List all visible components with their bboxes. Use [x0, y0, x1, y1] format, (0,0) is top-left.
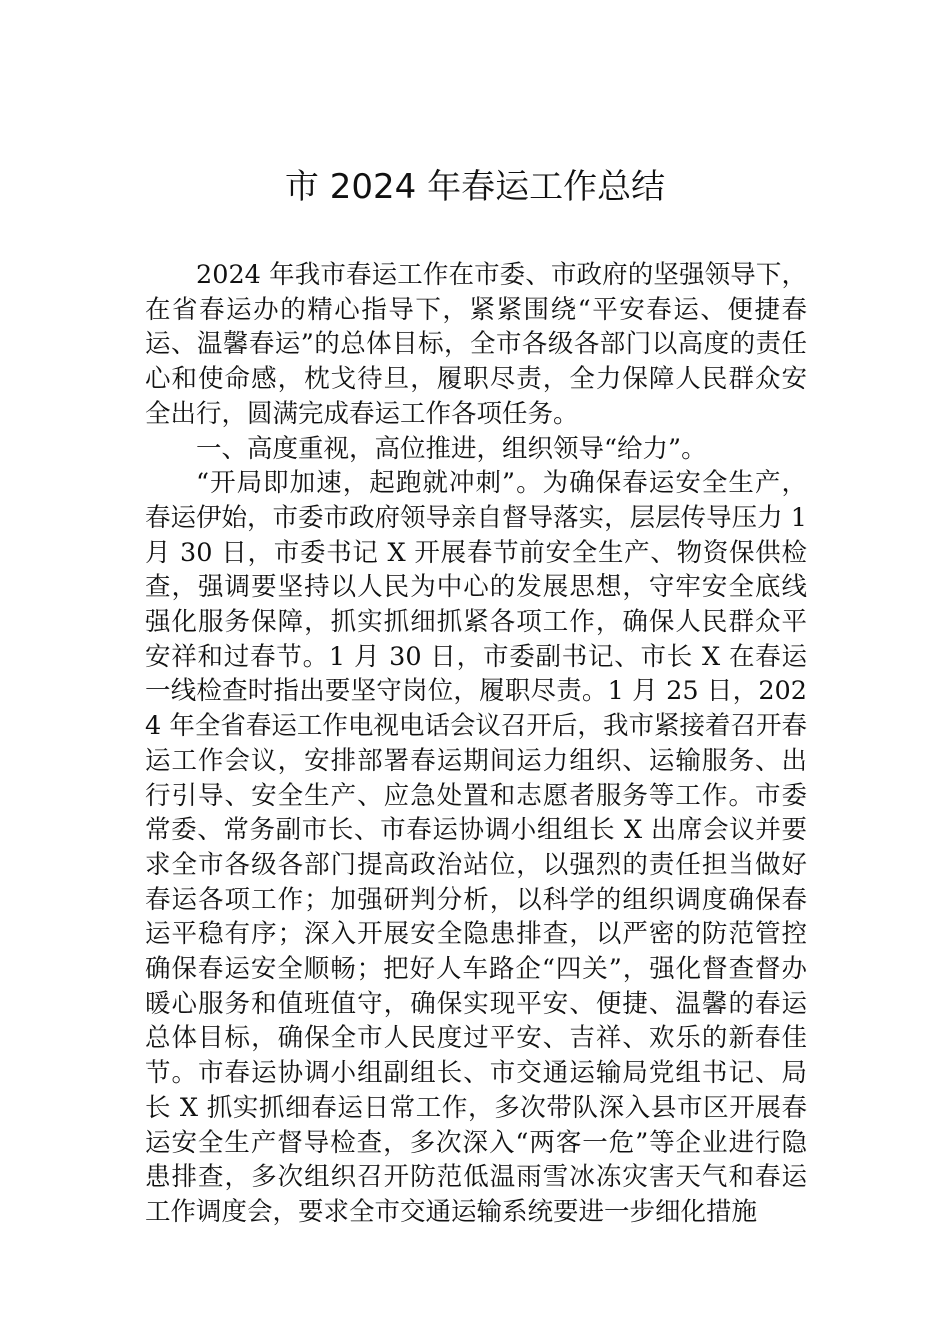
section-heading-1: 一、高度重视，高位推进，组织领导“给力”。	[196, 433, 707, 464]
paragraph-intro: 2024 年我市春运工作在市委、市政府的坚强领导下，在省春运办的精心指导下，紧紧围绕“平安春运、便捷春运、温馨春运”的总体目标，全市各级各部门以高度的责任心和使命感，枕戈待旦，履职尽责，全力保障人民群众安全出行，圆满完成春运工作各项任务。	[145, 260, 807, 429]
paragraph-section-1: “开局即加速，起跑就冲刺”。为确保春运安全生产，春运伊始，市委市政府领导亲自督导落实，层层传导压力 1 月 30 日，市委书记 X 开展春节前安全生产、物资保供检查，强调要坚持以人民为中心的发展思想，守牢安全底线强化服务保障，抓实抓细抓紧各项工作，确保人民群众平安祥和过春节。1 月 30 日，市委副书记、市长 X 在春运一线检查时指出要坚守岗位，履职尽责。1 月 25 日，2024 年全省春运工作电视电话会议召开后，我市紧接着召开春运工作会议，安排部署春运期间运力组织、运输服务、出行引导、安全生产、应急处置和志愿者服务等工作。市委常委、常务副市长、市春运协调小组组长 X 出席会议并要求全市各级各部门提高政治站位，以强烈的责任担当做好春运各项工作；加强研判分析，以科学的组织调度确保春运平稳有序；深入开展安全隐患排查，以严密的防范管控确保春运安全顺畅；把好人车路企“四关”，强化督查督办暖心服务和值班值守，确保实现平安、便捷、温馨的春运总体目标，确保全市人民度过平安、吉祥、欢乐的新春佳节。市春运协调小组副组长、市交通运输局党组书记、局长 X 抓实抓细春运日常工作，多次带队深入县市区开展春运安全生产督导检查，多次深入“两客一危”等企业进行隐患排查，多次组织召开防范低温雨雪冰冻灾害天气和春运工作调度会，要求全市交通运输系统要进一步细化措施	[145, 468, 807, 1227]
document-body	[145, 258, 807, 1230]
document-title: 市 2024 年春运工作总结	[284, 167, 666, 207]
